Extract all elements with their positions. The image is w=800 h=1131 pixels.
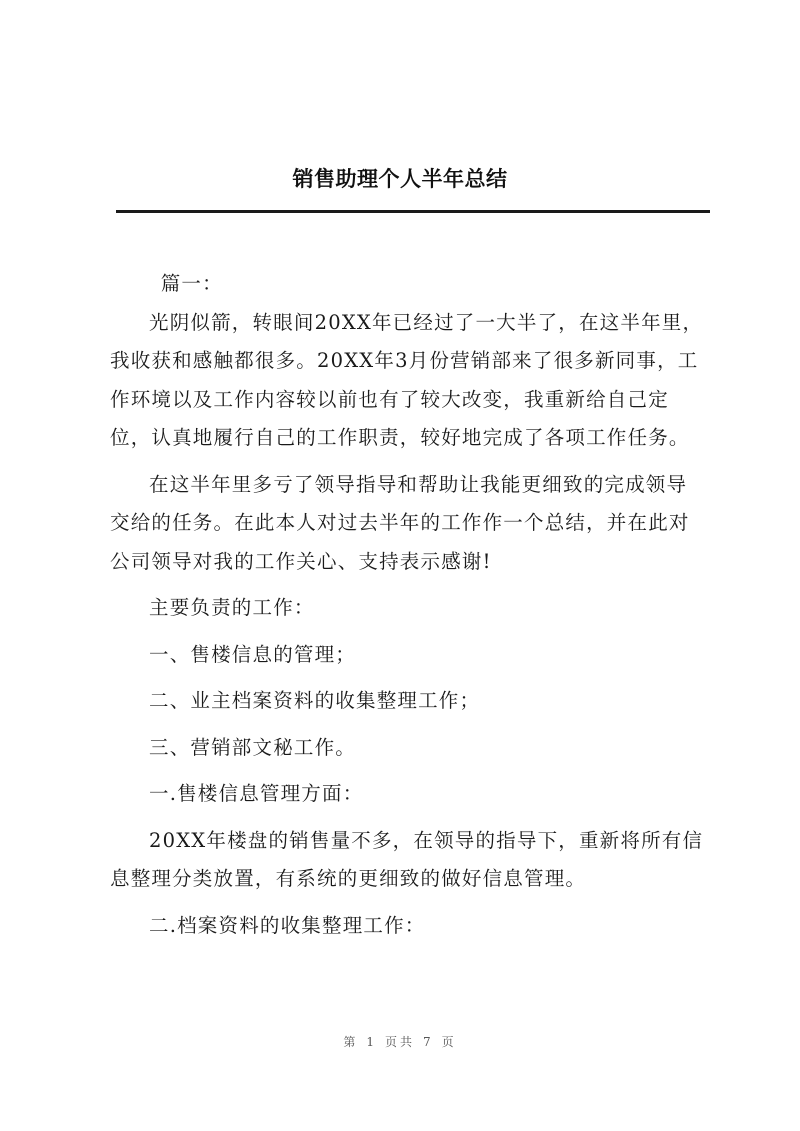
footer-suffix: 页 bbox=[441, 1035, 457, 1049]
document-title: 销售助理个人半年总结 bbox=[292, 166, 508, 191]
paragraph-intro: 光阴似箭，转眼间20XX年已经过了一大半了，在这半年里，我收获和感触都很多。20XX年3月份营销部来了很多新同事，工作环境以及工作内容较以前也有了较大改变，我重新给自己定位，认真地履行自己的工作职责，较好地完成了各项工作任务。 bbox=[110, 310, 704, 449]
footer-page-number: 1 bbox=[366, 1035, 377, 1049]
paragraph-duties-heading: 主要负责的工作： bbox=[149, 596, 315, 619]
footer-total-pages: 7 bbox=[423, 1035, 434, 1049]
footer-middle: 页共 bbox=[384, 1035, 415, 1049]
title-divider bbox=[116, 210, 710, 213]
paragraph-heading-part-one: 篇一： bbox=[160, 272, 223, 295]
paragraph-duty-three: 三、营销部文秘工作。 bbox=[149, 735, 357, 759]
paragraph-section-two-heading: 二.档案资料的收集整理工作： bbox=[149, 913, 426, 937]
paragraph-section-one-heading: 一.售楼信息管理方面： bbox=[149, 782, 364, 805]
page-footer bbox=[0, 1033, 800, 1050]
paragraph-section-one-body: 20XX年楼盘的销售量不多，在领导的指导下，重新将所有信息整理分类放置，有系统的更细致的做好信息管理。 bbox=[110, 828, 704, 890]
paragraph-thanks: 在这半年里多亏了领导指导和帮助让我能更细致的完成领导交给的任务。在此本人对过去半年的工作作一个总结，并在此对公司领导对我的工作关心、支持表示感谢! bbox=[110, 472, 690, 573]
document-body bbox=[110, 265, 706, 945]
paragraph-duty-two: 二、业主档案资料的收集整理工作； bbox=[149, 689, 481, 712]
paragraph-duty-one: 一、售楼信息的管理； bbox=[149, 642, 357, 666]
footer-prefix: 第 bbox=[343, 1035, 359, 1049]
